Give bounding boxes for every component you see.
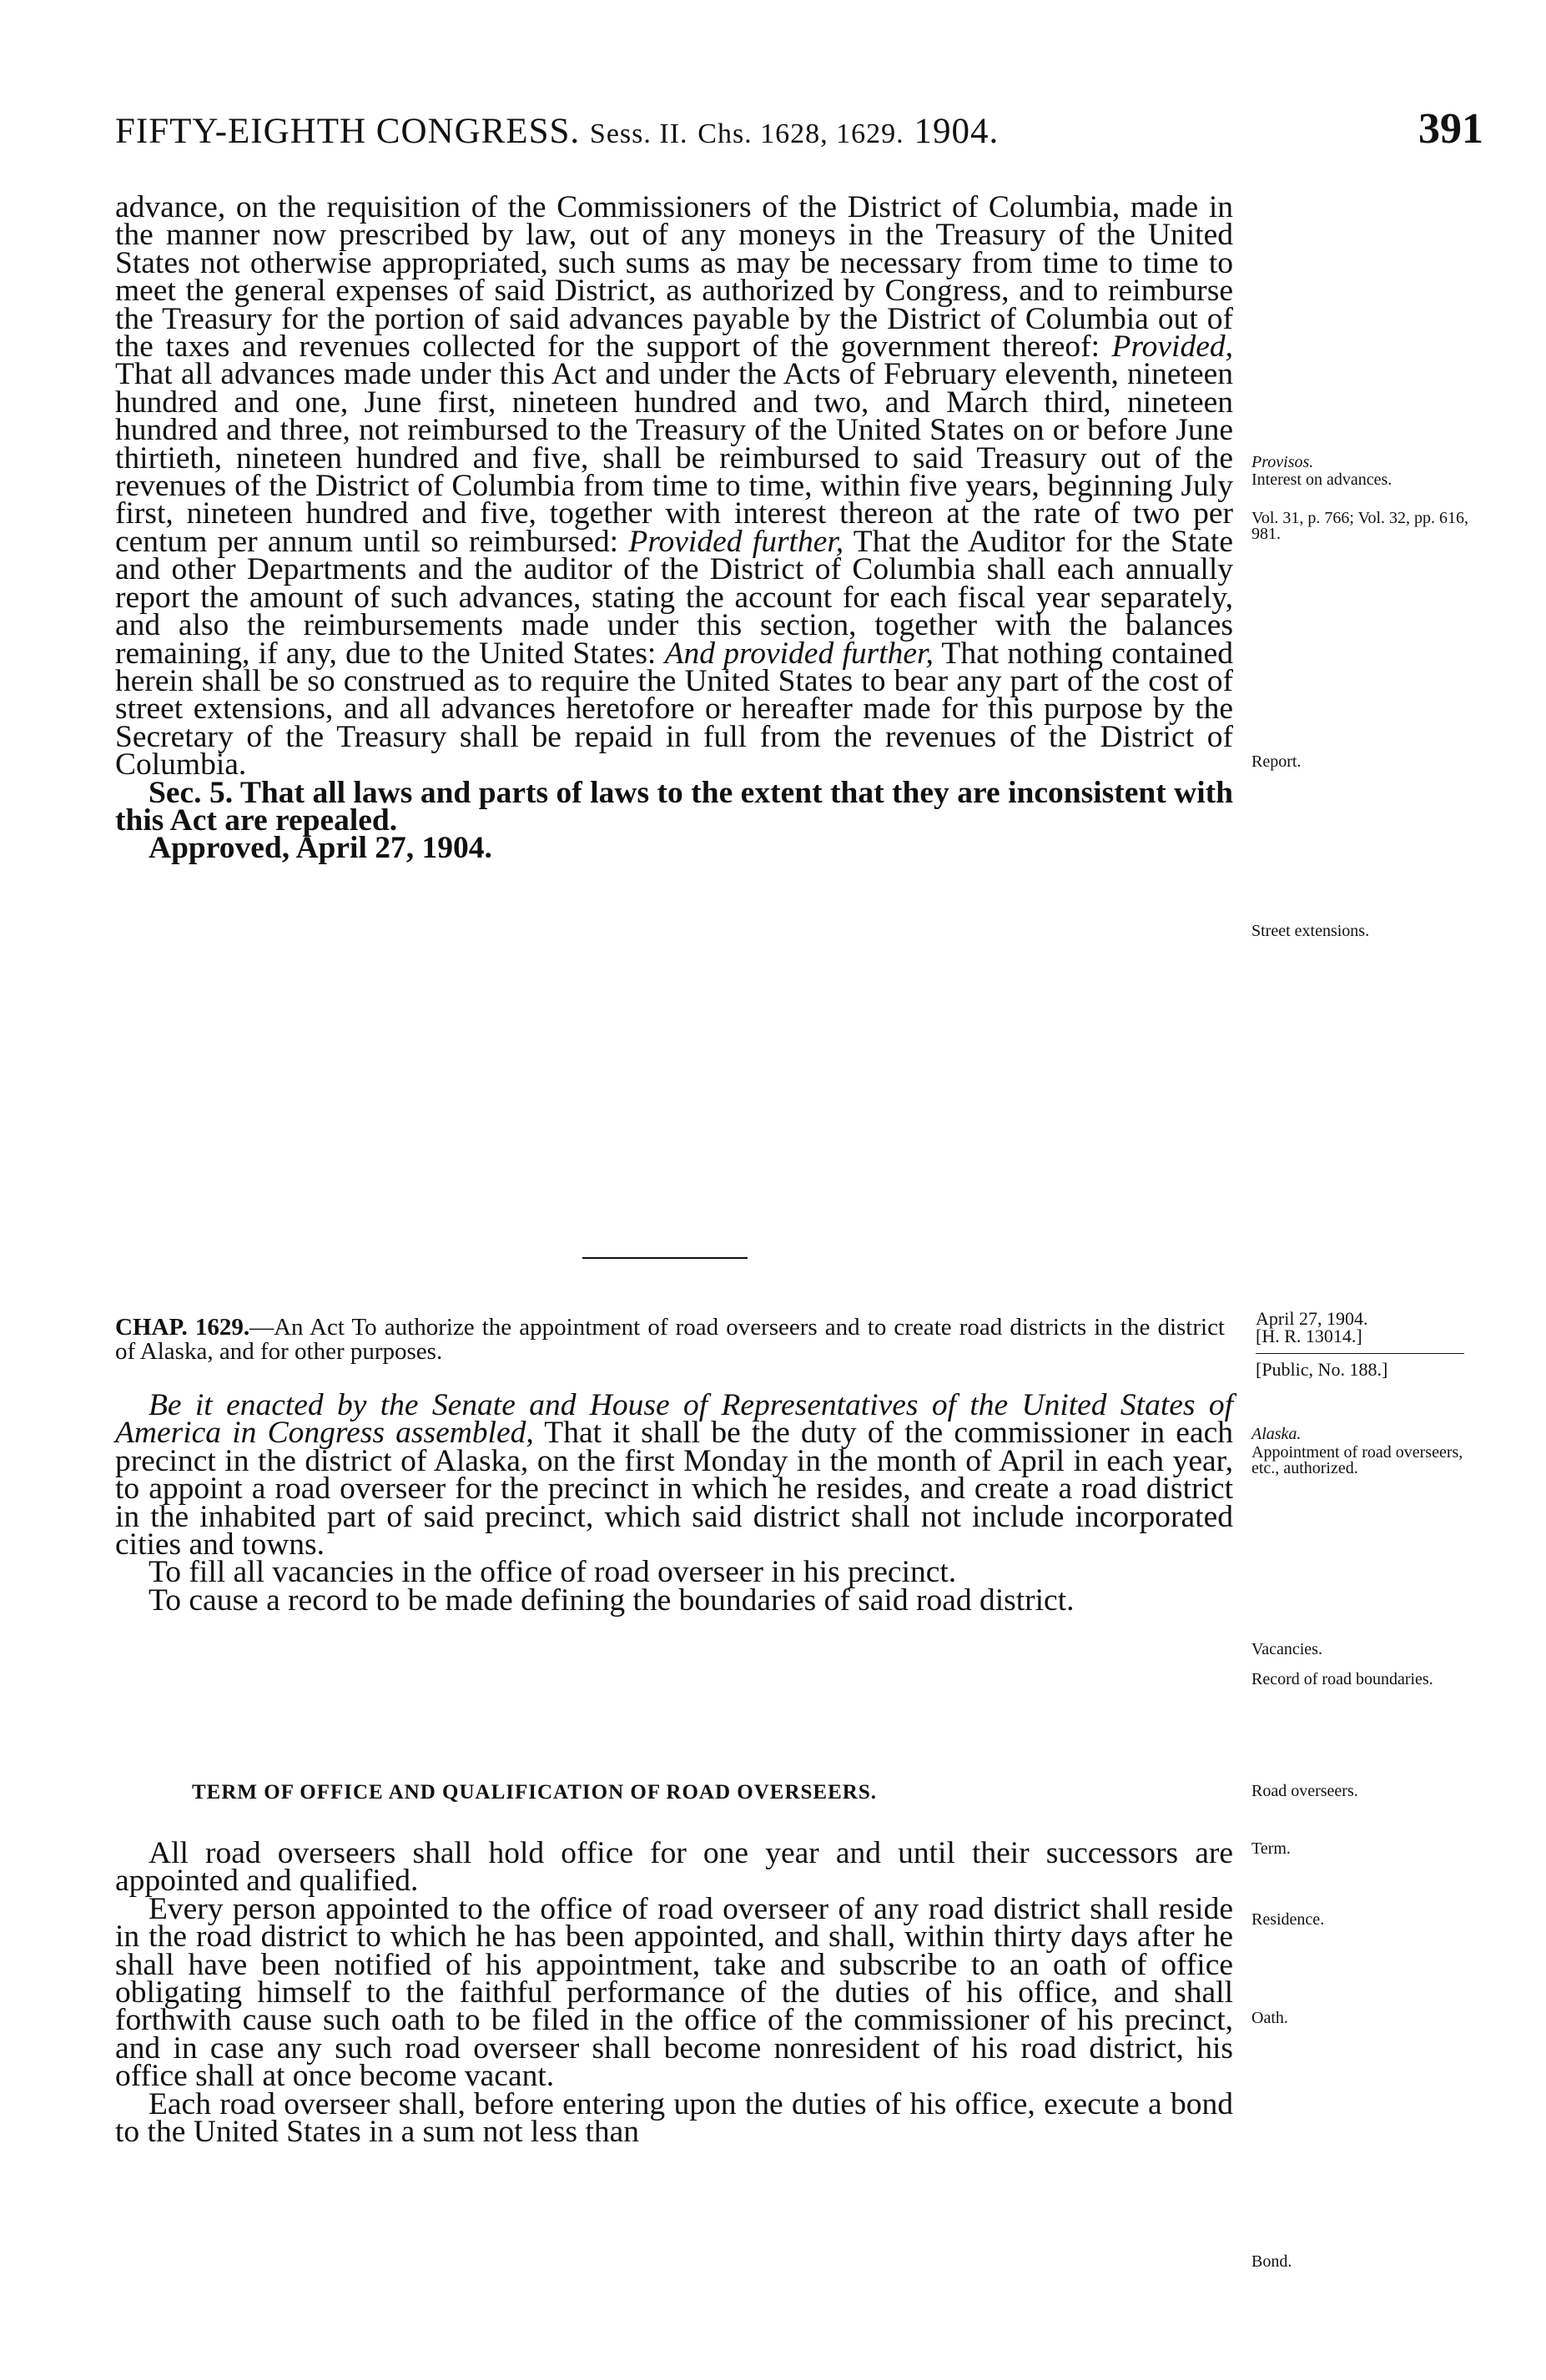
running-header <box>115 104 1483 163</box>
margin-road-overseers: Road overseers. <box>1251 1782 1358 1800</box>
margin-report: Report. <box>1251 752 1302 771</box>
margin-vacancies: Vacancies. <box>1251 1640 1322 1658</box>
bond-paragraph: Each road overseer shall, before entering upon the duties of his office, execute a bond to the United States in a sum not less than <box>115 2086 1233 2150</box>
chapter-public-number: [Public, No. 188.] <box>1256 1353 1464 1378</box>
page-number: 391 <box>1418 105 1483 153</box>
chapter-1629-body <box>115 1388 1233 1618</box>
chapter-title: —An Act To authorize the appointment of road overseers and to create road districts in the district of Alaska, and for other purposes. <box>115 1314 1225 1365</box>
approved-date: Approved, April 27, 1904. <box>149 831 492 866</box>
section-1628-body <box>115 190 1234 866</box>
residence-paragraph: Every person appointed to the office of road overseer of any road district shall reside in the road district to which he has been appointed, and shall, within thirty days after he shall have been notified of his appointment, take and subscribe to an oath of office obligating himself to the faithful performance of the duties of his office, and shall forthwith cause such oath to be filed in the office of the commissioner of his precinct, and in case any such road overseer shall become nonresident of his road district, his office shall at once become vacant. <box>115 1891 1233 2094</box>
chapter-label: CHAP. 1629. <box>115 1314 250 1341</box>
section-divider <box>582 1257 748 1259</box>
header-title <box>115 111 999 152</box>
margin-interest: Interest on advances. <box>1251 470 1392 489</box>
header-congress: FIFTY-EIGHTH CONGRESS. <box>115 112 581 151</box>
margin-term: Term. <box>1251 1839 1291 1858</box>
header-year: 1904. <box>914 112 1000 151</box>
chapter-date: April 27, 1904. <box>1256 1308 1368 1329</box>
paragraph-advances: advance, on the requisition of the Commissioners of the District of Columbia, made in the manner now prescribed by law, out of any moneys in the Treasury of the United States not otherwise appropriated, such sums as may be necessary from time to time to meet the general expenses of said District, as authorized by Congress, and to reimburse the Treasury for the portion of said advances payable by the District of Columbia out of the taxes and revenues collected for the support of the government thereof: Provided, That all advances made under this Act and under the Acts of February eleventh, nineteen hundred and one, June first, nineteen hundred and two, and March third, nineteen hundred and three, not reimbursed to the Treasury of the United States on or before June thirtieth, nineteen hundred and five, shall be reimbursed to said Treasury out of the revenues of the District of Columbia from time to time, within five years, beginning July first, nineteen hundred and five, together with interest thereon at the rate of two per centum per annum until so reimbursed: Provided further, That the Auditor for the State and other Departments and the auditor of the District of Columbia shall each annually report the amount of such advances, stating the account for each fiscal year separately, and also the reimbursements made under this section, together with the balances remaining, if any, due to the United States: And provided further, That nothing contained herein shall be so construed as to require the United States to bear any part of the cost of street extensions, and all advances heretofore or hereafter made for this purpose by the Secretary of the Treasury shall be repaid in full from the revenues of the District of Columbia. <box>115 190 1234 782</box>
term-paragraph: All road overseers shall hold office for one year and until their successors are appointed and qualified. <box>115 1836 1233 1899</box>
chapter-heading <box>115 1316 1225 1364</box>
margin-street: Street extensions. <box>1251 922 1370 940</box>
header-session: Sess. II. <box>589 118 688 149</box>
chapter-date-block <box>1256 1310 1473 1378</box>
margin-appointment: Appointment of road overseers, etc., authorized. <box>1251 1443 1463 1477</box>
enacting-clause: Be it enacted by the Senate and House of Representatives of the United States of America in Congress assembled, That it shall be the duty of the commissioner in each precinct in the district of Alaska, on the first Monday in the month of April in each year, to appoint a road overseer for the precinct in which he resides, and create a road district in the inhabited part of said precinct, which said district shall not include incorporated cities and towns. <box>115 1388 1233 1562</box>
margin-residence: Residence. <box>1251 1910 1325 1929</box>
margin-bond: Bond. <box>1251 2252 1292 2271</box>
header-chapters: Chs. 1628, 1629. <box>697 118 904 149</box>
section-5: Sec. 5. That all laws and parts of laws to the extent that they are inconsistent with this Act are repealed. <box>115 775 1233 838</box>
section-heading-term: TERM OF OFFICE AND QUALIFICATION OF ROAD OVERSEERS. <box>192 1781 877 1804</box>
margin-vol-ref: Vol. 31, p. 766; Vol. 32, pp. 616, 981. <box>1251 509 1469 543</box>
vacancies-paragraph: To fill all vacancies in the office of road overseer in his precinct. <box>149 1555 957 1590</box>
margin-provisos: Provisos. <box>1251 453 1314 471</box>
margin-alaska: Alaska. <box>1251 1425 1302 1443</box>
record-paragraph: To cause a record to be made defining the boundaries of said road district. <box>149 1582 1075 1618</box>
chapter-bill: [H. R. 13014.] <box>1256 1326 1362 1346</box>
margin-record: Record of road boundaries. <box>1251 1670 1433 1688</box>
term-section-body <box>115 1836 1233 2150</box>
margin-oath: Oath. <box>1251 2009 1288 2027</box>
